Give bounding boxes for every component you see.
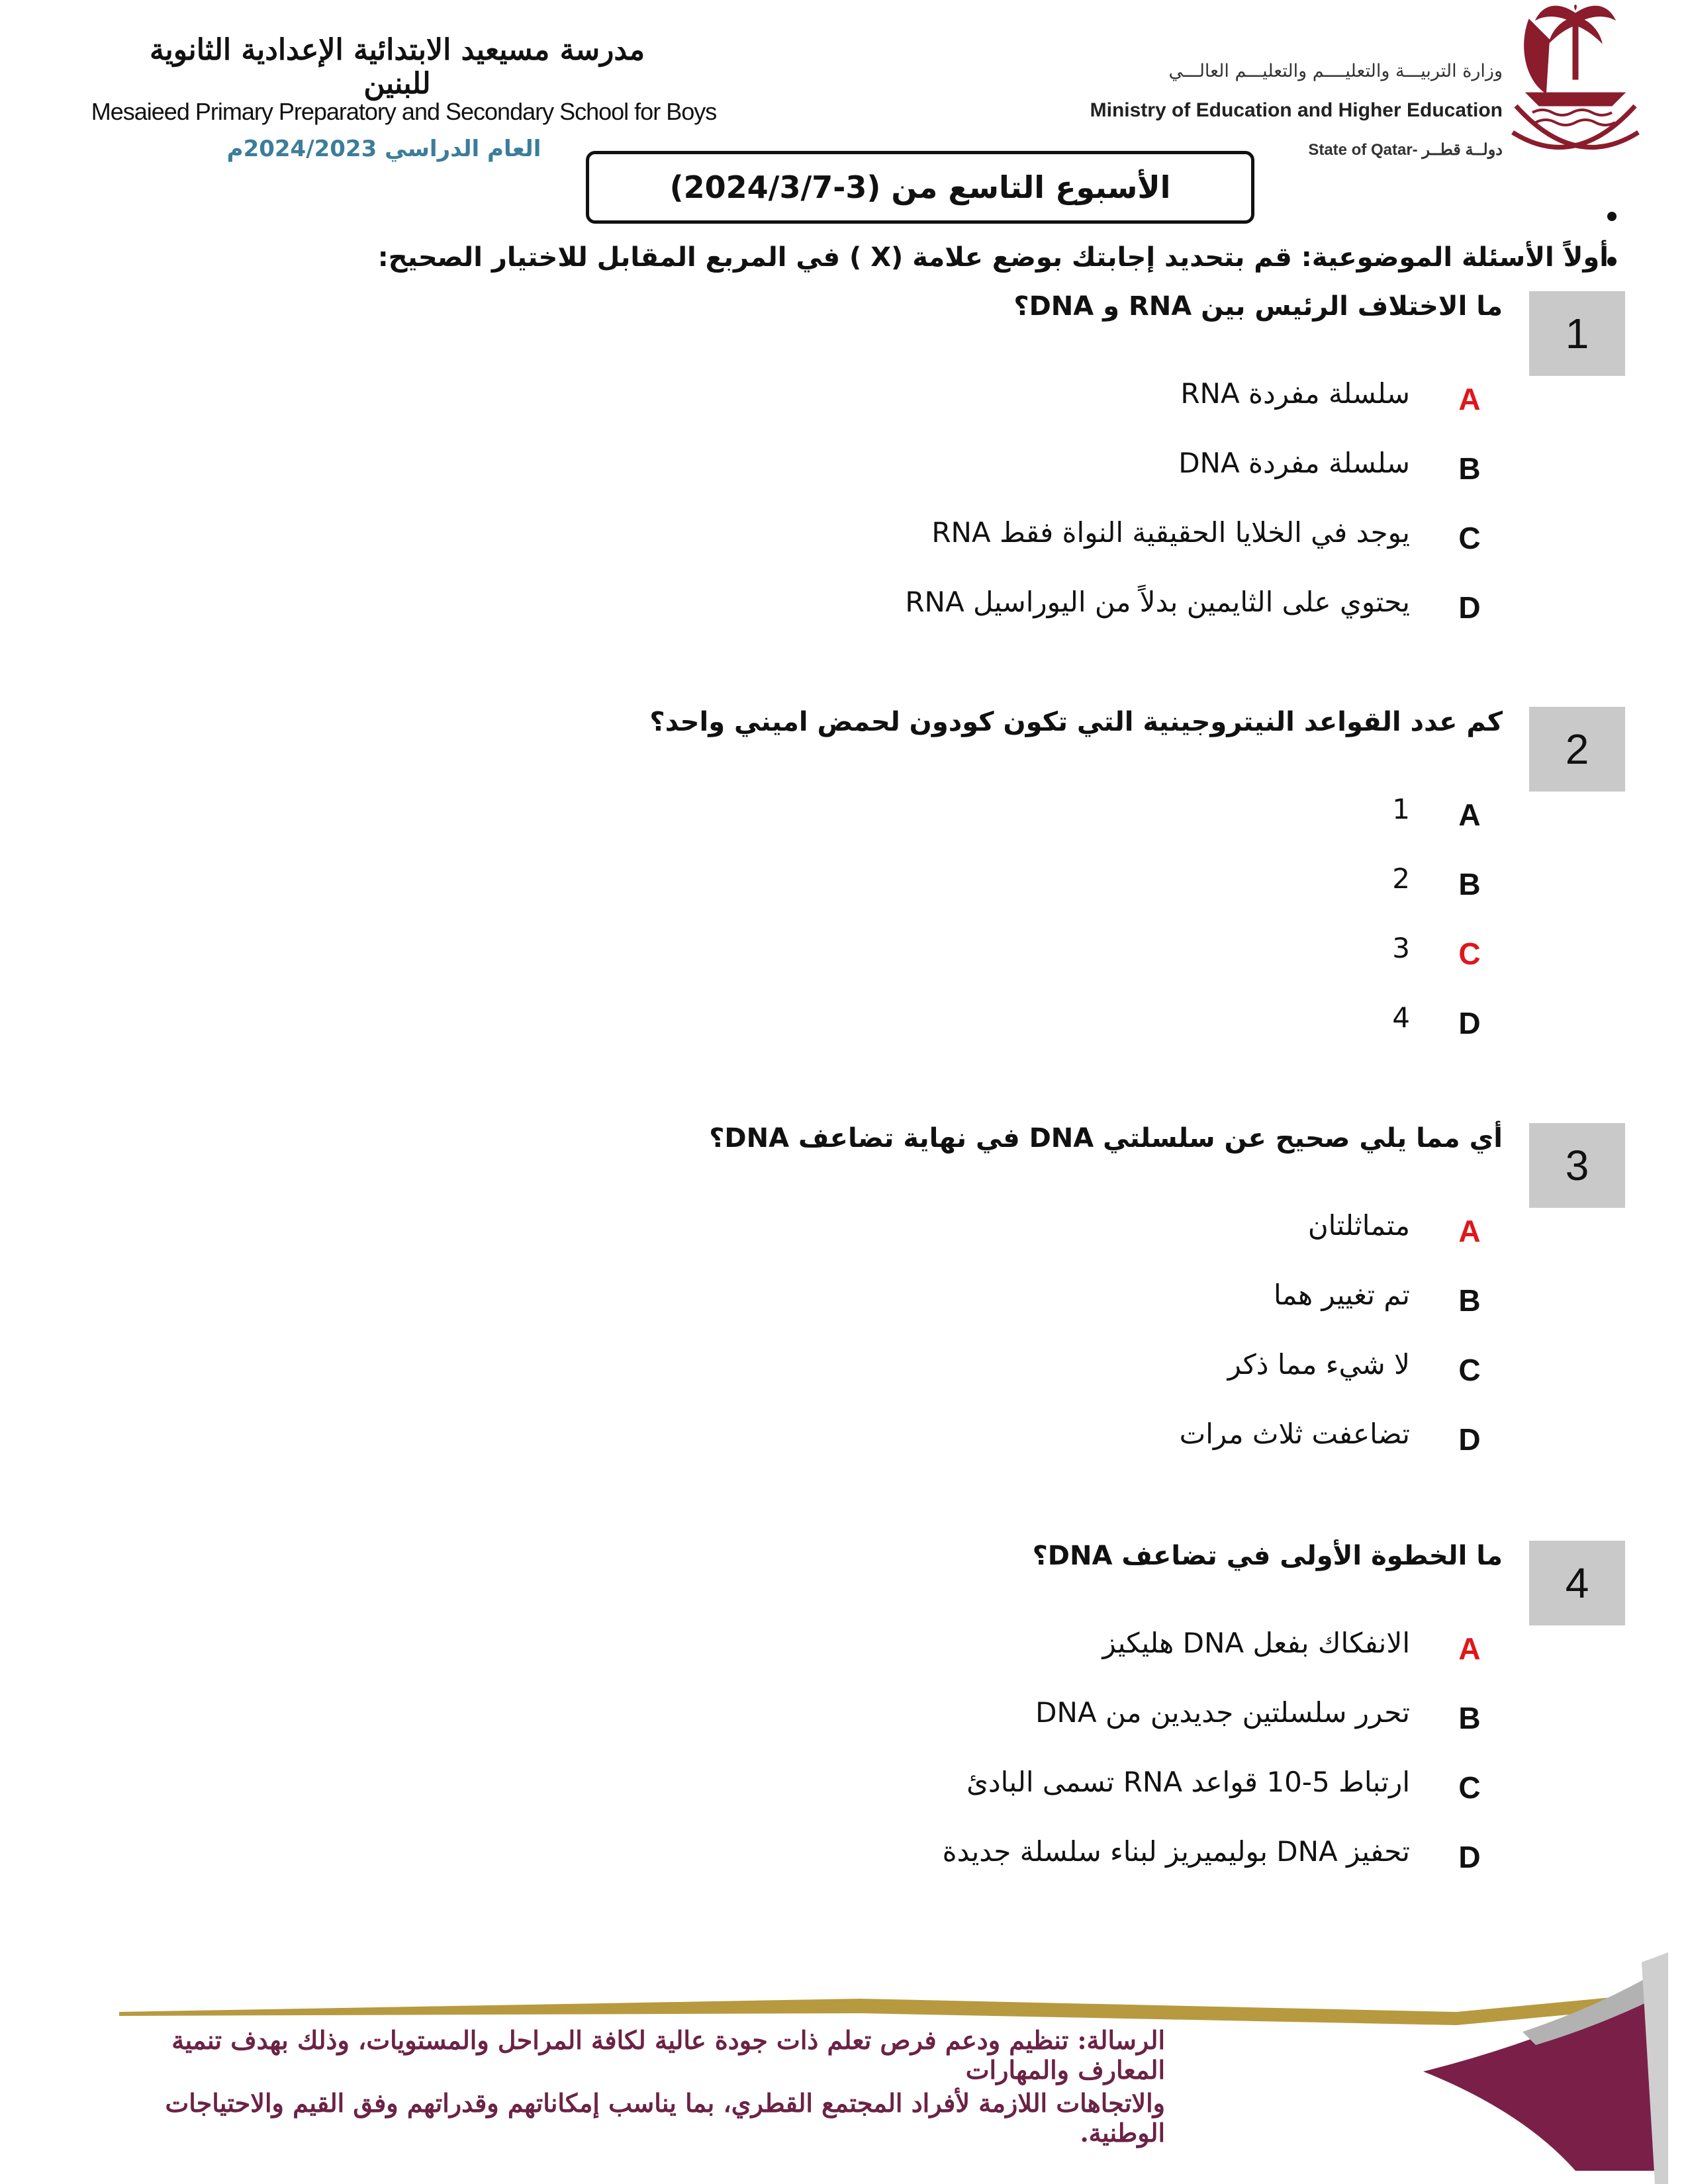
option-text: RNA يوجد في الخلايا الحقيقية النواة فقط [931,516,1410,549]
qatar-emblem-icon [1509,0,1642,165]
school-name-arabic: مدرسة مسيعيد الابتدائية الإعدادية الثانوية للبنين [149,33,645,101]
option-letter[interactable]: A [1458,797,1481,832]
option-text: تضاعفت ثلاث مرات [1179,1418,1410,1450]
option-text: 1 [1392,793,1410,825]
option-text: RNA يحتوي على الثايمين بدلاً من اليوراسيل [905,586,1410,618]
option-text: متماثلتان [1307,1209,1410,1242]
question-text: ما الخطوة الأولى في تضاعف DNA؟ [1032,1541,1503,1571]
ministry-name-english: Ministry of Education and Higher Education [1090,99,1503,121]
academic-year: العام الدراسي 2024/2023م [226,136,541,162]
option-letter[interactable]: C [1458,1353,1481,1387]
question-number-box: 2 [1529,707,1625,792]
option-letter[interactable]: C [1458,1770,1481,1805]
bullet-icon [1607,212,1617,221]
option-letter[interactable]: B [1458,1701,1481,1735]
option-text: لا شيء مما ذكر [1227,1348,1410,1381]
option-letter[interactable]: D [1458,1006,1481,1040]
week-title: الأسبوع التاسع من (3-2024/3/7) [669,169,1171,205]
instructions: أولاً الأسئلة الموضوعية: قم بتحديد إجابتك بوضع علامة (X ) في المربع المقابل للاختيار الصحيح: [377,242,1609,273]
option-letter[interactable]: B [1458,867,1481,901]
option-text: تم تغيير هما [1273,1279,1410,1311]
option-text: 4 [1392,1001,1410,1034]
option-letter[interactable]: D [1458,1840,1481,1874]
option-text: DNA سلسلة مفردة [1178,447,1410,479]
option-letter[interactable]: D [1458,590,1481,625]
footer-mission-line-1: الرسالة: تنظيم ودعم فرص تعلم ذات جودة عالية لكافة المراحل والمستويات، وذلك بهدف تنمية المعارف والمهارات [171,2025,1165,2085]
question-number-box: 3 [1529,1123,1625,1208]
option-letter[interactable]: A [1458,1214,1481,1248]
question-number-box: 4 [1529,1541,1625,1625]
option-text: الانفكاك بفعل DNA هليكيز [1102,1627,1410,1659]
question-text: كم عدد القواعد النيتروجينية التي تكون كودون لحمض اميني واحد؟ [649,707,1503,737]
ministry-name-arabic: وزارة التربيـــة والتعليــــم والتعليـــم العالـــي [1168,61,1503,81]
state-of-qatar: State of Qatar- دولــة قطــر [1308,141,1503,159]
option-letter[interactable]: B [1458,1283,1481,1318]
option-letter[interactable]: A [1458,382,1481,416]
option-text: RNA سلسلة مفردة [1180,377,1410,410]
option-letter[interactable]: C [1458,936,1481,971]
option-text: تحفيز DNA بوليميريز لبناء سلسلة جديدة [942,1835,1410,1868]
bullet-icon [1607,257,1617,266]
question-number-box: 1 [1529,291,1625,376]
option-text: 2 [1392,862,1410,895]
footer-mission-line-2: والاتجاهات اللازمة لأفراد المجتمع القطري، بما يناسب إمكاناتهم وقدراتهم وفق القيم والاحتياجات الوطنية. [165,2088,1165,2148]
option-text: تحرر سلسلتين جديدين من DNA [1035,1696,1410,1729]
option-text: 3 [1392,932,1410,964]
question-text: أي مما يلي صحيح عن سلسلتي DNA في نهاية تضاعف DNA؟ [709,1123,1503,1154]
option-letter[interactable]: A [1458,1631,1481,1666]
option-letter[interactable]: B [1458,451,1481,486]
option-letter[interactable]: C [1458,521,1481,555]
option-letter[interactable]: D [1458,1422,1481,1457]
question-text: ما الاختلاف الرئيس بين RNA و DNA؟ [1013,291,1503,322]
option-text: ارتباط 5-10 قواعد RNA تسمى البادئ [966,1766,1410,1798]
week-banner [586,151,1254,224]
school-name-english: Mesaieed Primary Preparatory and Secondary School for Boys [91,98,717,125]
